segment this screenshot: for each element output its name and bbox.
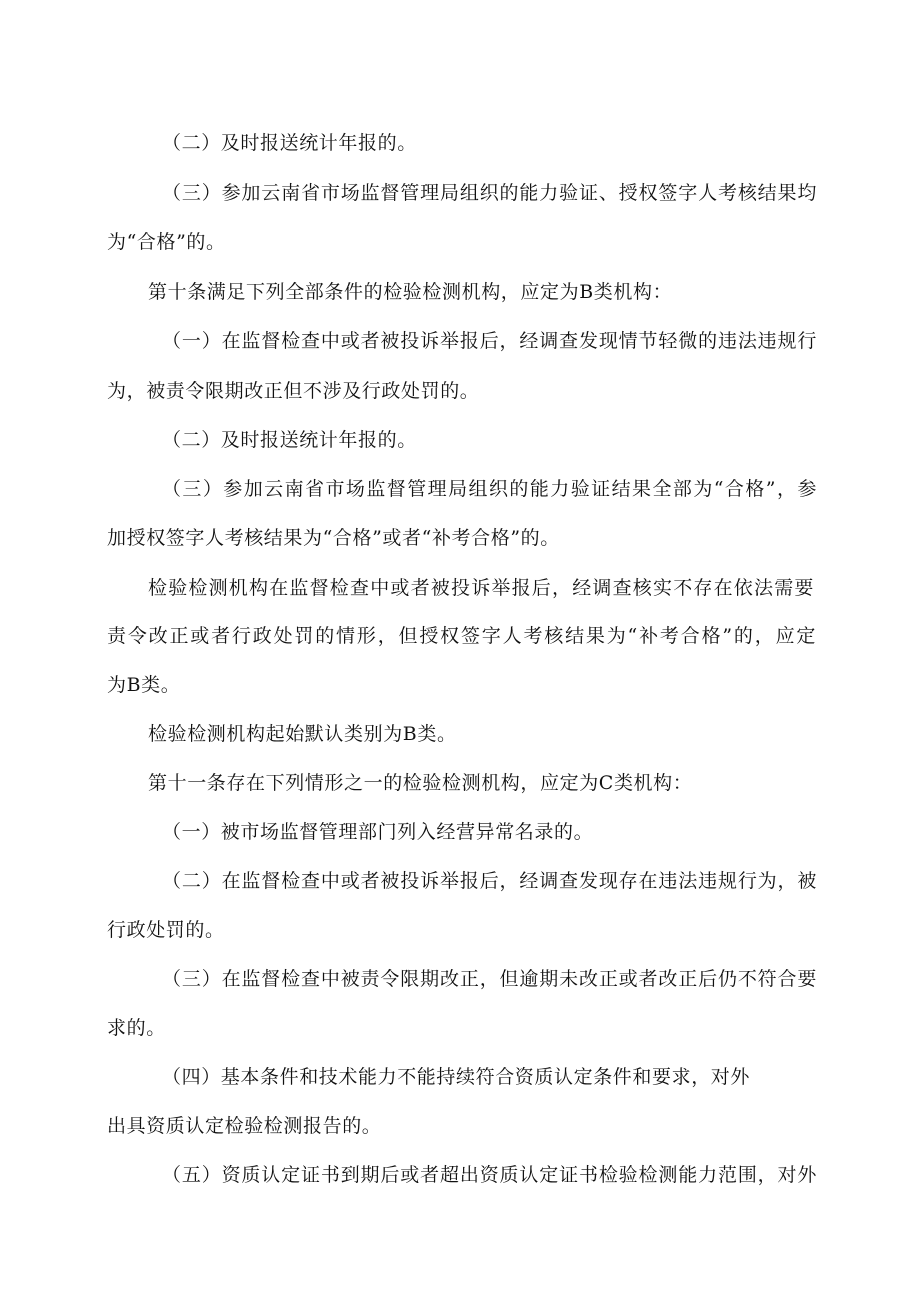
text-line: （五）资质认定证书到期后或者超出资质认定证书检验检测能力范围，对外	[162, 1164, 817, 1186]
text-line: （一）在监督检查中或者被投诉举报后，经调查发现情节轻微的违法违规行	[162, 330, 817, 352]
text-line: 检验检测机构起始默认类别为B类。	[148, 723, 457, 745]
text-line: 为“合格”的。	[107, 231, 226, 253]
text-line: （三）在监督检查中被责令限期改正，但逾期未改正或者改正后仍不符合要	[162, 968, 817, 990]
text-line: （三）参加云南省市场监督管理局组织的能力验证、授权签字人考核结果均	[162, 182, 817, 204]
text-line: （一）被市场监督管理部门列入经营异常名录的。	[162, 821, 594, 843]
text-line: 第十条满足下列全部条件的检验检测机构，应定为B类机构：	[148, 281, 673, 303]
text-line: 检验检测机构在监督检查中或者被投诉举报后，经调查核实不存在依法需要	[148, 577, 814, 599]
text-line: 出具资质认定检验检测报告的。	[107, 1115, 382, 1137]
text-line: 加授权签字人考核结果为“合格”或者“补考合格”的。	[107, 527, 560, 549]
text-line: （三）参加云南省市场监督管理局组织的能力验证结果全部为“合格”，参	[162, 478, 817, 500]
text-line: 求的。	[107, 1017, 166, 1039]
text-line: （四）基本条件和技术能力不能持续符合资质认定条件和要求，对外	[162, 1066, 751, 1088]
text-line: 为B类。	[107, 674, 181, 696]
text-line: （二）及时报送统计年报的。	[162, 132, 417, 154]
text-line: 行政处罚的。	[107, 919, 225, 941]
text-line: 第十一条存在下列情形之一的检验检测机构，应定为C类机构：	[148, 772, 693, 794]
text-line: （二）及时报送统计年报的。	[162, 429, 417, 451]
text-line: （二）在监督检查中或者被投诉举报后，经调查发现存在违法违规行为，被	[162, 870, 817, 892]
text-line: 责令改正或者行政处罚的情形，但授权签字人考核结果为“补考合格”的，应定	[107, 625, 816, 647]
text-line: 为，被责令限期改正但不涉及行政处罚的。	[107, 380, 480, 402]
